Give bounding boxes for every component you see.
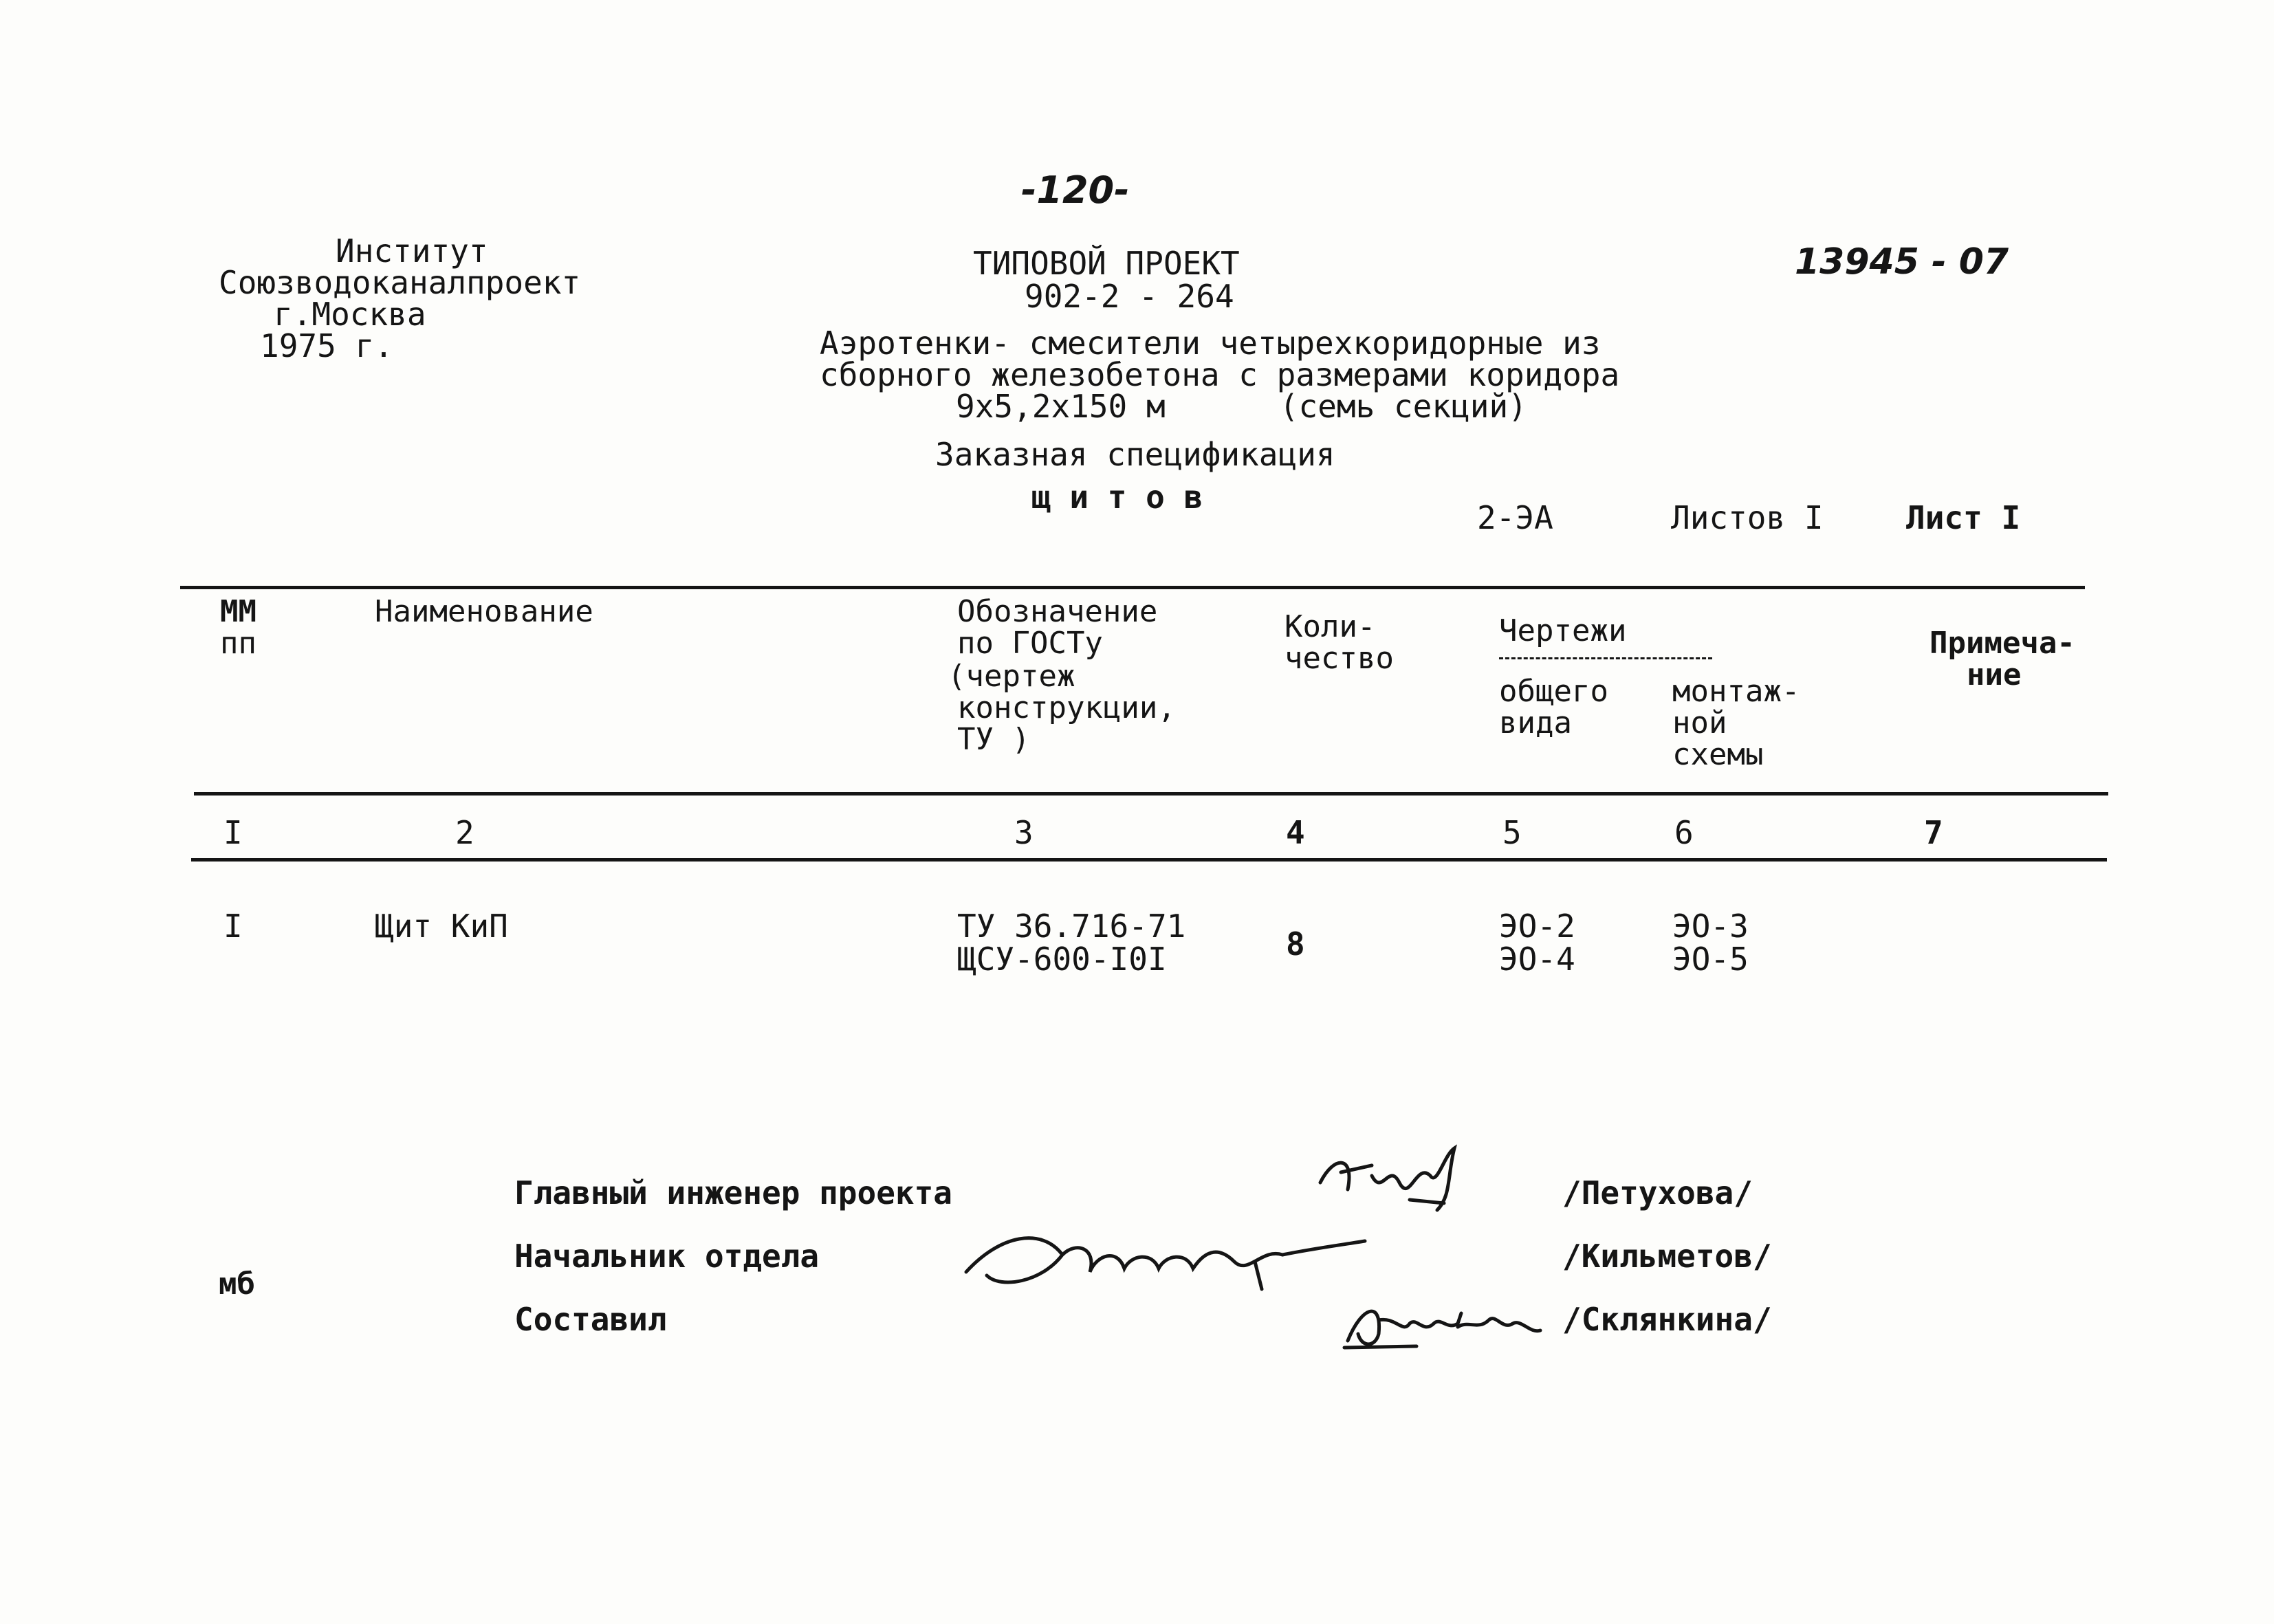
row-general-line2: ЭО-4 [1499, 941, 1575, 978]
col-number-7: 7 [1924, 814, 1943, 851]
header-num-line2: пп [220, 626, 256, 661]
signature-role-department-head: Начальник отдела [514, 1238, 820, 1275]
page-number: -120- [1021, 168, 1130, 212]
header-notes-line1: Примеча- [1929, 626, 2075, 661]
col-number-4: 4 [1286, 814, 1305, 851]
header-qty-line1: Коли- [1284, 609, 1376, 644]
header-designation-line1: Обозначение [957, 594, 1158, 629]
institute-label: Институт [336, 232, 488, 270]
header-mount-line2: ной [1672, 705, 1727, 740]
drawings-divider [1499, 657, 1712, 659]
col-number-5: 5 [1502, 814, 1522, 851]
header-designation-line4: конструкции, [957, 690, 1176, 725]
header-general-line1: общего [1499, 674, 1608, 709]
row-general-line1: ЭО-2 [1499, 908, 1575, 945]
signature-role-chief-engineer: Главный инженер проекта [514, 1174, 952, 1211]
project-title-line1: Аэротенки- смесители четырехкоридорные из [820, 325, 1601, 362]
row-num: I [223, 908, 243, 945]
header-designation-line5: ТУ ) [957, 722, 1030, 757]
signature-name-department-head: /Кильметов/ [1562, 1238, 1772, 1275]
signature-compiler-handwritten [1341, 1293, 1547, 1354]
row-mount-line2: ЭО-5 [1672, 941, 1749, 978]
col-number-1: I [223, 814, 243, 851]
signature-role-compiler: Составил [514, 1301, 667, 1338]
header-designation-line2: по ГОСТу [957, 626, 1103, 661]
header-notes-line2: ние [1967, 657, 2022, 692]
table-top-rule [180, 586, 2085, 589]
project-title-line3: 9x5,2x150 м (семь секций) [956, 388, 1527, 425]
header-name: Наименование [375, 594, 593, 629]
row-mount-line1: ЭО-3 [1672, 908, 1749, 945]
row-qty: 8 [1286, 925, 1305, 963]
signature-name-chief-engineer: /Петухова/ [1562, 1174, 1753, 1211]
margin-mark: мб [219, 1266, 255, 1302]
row-designation-line2: ЩСУ-600-I0I [957, 941, 1167, 978]
sheet-number: Лист I [1906, 499, 2021, 536]
header-qty-line2: чество [1284, 641, 1394, 676]
doc-code: 2-ЭА [1477, 499, 1553, 536]
header-mount-line3: схемы [1672, 737, 1764, 772]
archive-number: 13945 - 07 [1795, 241, 2009, 283]
institute-year: 1975 г. [260, 327, 393, 364]
col-number-6: 6 [1674, 814, 1694, 851]
sheets-total: Листов I [1671, 499, 1824, 536]
col-number-2: 2 [455, 814, 474, 851]
row-designation-line1: ТУ 36.716-71 [957, 908, 1186, 945]
signature-chief-engineer-handwritten [1307, 1134, 1485, 1231]
spec-title: Заказная спецификация [935, 436, 1335, 473]
project-type: ТИПОВОЙ ПРОЕКТ [973, 245, 1240, 282]
signature-name-compiler: /Склянкина/ [1562, 1301, 1772, 1338]
spec-subject: щ и т о в [1031, 479, 1203, 516]
table-numbers-rule [191, 858, 2107, 862]
header-designation-line3: (чертеж [948, 659, 1075, 694]
header-general-line2: вида [1499, 705, 1572, 740]
table-header-rule [194, 792, 2108, 795]
header-num-line1: ММ [220, 594, 256, 629]
institute-name: Союзводоканалпроект [219, 264, 581, 301]
row-name: Щит КиП [375, 908, 508, 945]
project-number: 902-2 - 264 [1025, 278, 1234, 315]
col-number-3: 3 [1014, 814, 1034, 851]
header-drawings: Чертежи [1499, 613, 1627, 648]
institute-city: г.Москва [274, 296, 426, 333]
signature-department-head-handwritten [959, 1220, 1372, 1303]
project-title-line2: сборного железобетона с размерами коридора [820, 356, 1620, 393]
header-mount-line1: монтаж- [1672, 674, 1800, 709]
